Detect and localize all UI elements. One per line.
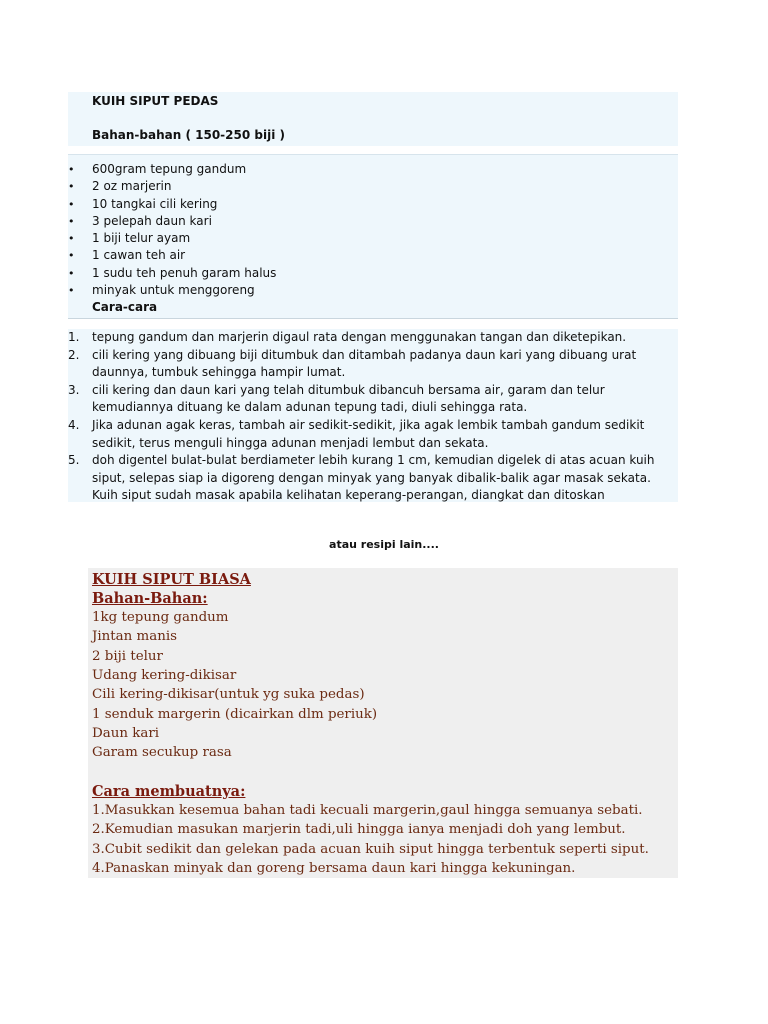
list-item: Cili kering-dikisar(untuk yg suka pedas): [92, 687, 365, 702]
list-item: 1.Masukkan kesemua bahan tadi kecuali margerin,gaul hingga semuanya sebati.: [92, 803, 643, 818]
step-number: 1.: [68, 330, 80, 344]
list-item: Daun kari: [92, 726, 160, 741]
recipe2-method-heading: Cara membuatnya:: [92, 783, 246, 800]
list-item: 1kg tepung gandum: [92, 610, 229, 625]
list-item: • 10 tangkai cili kering: [68, 196, 276, 213]
step-text: doh digentel bulat-bulat berdiameter lebih kurang 1 cm, kemudian digelek di atas acuan kuih siput, selepas siap ia digoreng dengan minyak yang banyak dibalik-balik agar masak sekata. Kuih siput sudah masak apabila kelihatan keperang-perangan, diangkat dan ditoskan: [92, 453, 655, 503]
step-text: cili kering yang dibuang biji ditumbuk dan ditambah padanya daun kari yang dibuang urat daunnya, tumbuk sehingga hampir lumat.: [92, 347, 637, 380]
step-number: 3.: [68, 382, 80, 397]
step-text: Jika adunan agak keras, tambah air sedikit-sedikit, jika agak lembik tambah gandum sedikit sedikit, terus menguli hingga adunan menjadi lembut dan sekata.: [92, 417, 645, 450]
step-number: 2.: [68, 347, 80, 362]
recipe1-method-heading: Cara-cara: [92, 300, 158, 314]
list-item: Udang kering-dikisar: [92, 668, 237, 683]
recipe2-title: KUIH SIPUT BIASA: [92, 571, 251, 588]
recipe1-step-list: [68, 329, 678, 505]
list-item: • 1 sudu teh penuh garam halus: [68, 265, 276, 282]
list-item: 4.Panaskan minyak dan goreng bersama daun kari hingga kekuningan.: [92, 861, 576, 876]
list-item: • 600gram tepung gandum: [68, 161, 276, 178]
step-number: 4.: [68, 417, 80, 432]
recipe1-ingredients-heading: Bahan-bahan ( 150-250 biji ): [92, 128, 285, 142]
list-item: Garam secukup rasa: [92, 745, 232, 760]
list-item: 1 senduk margerin (dicairkan dlm periuk): [92, 707, 378, 722]
recipe1-ingredient-list: [68, 161, 276, 299]
list-item: 2 biji telur: [92, 649, 163, 664]
list-item: Jintan manis: [92, 629, 177, 644]
list-item: [68, 417, 678, 452]
list-item: [68, 452, 678, 505]
list-item: [68, 329, 678, 347]
list-item: 3.Cubit sedikit dan gelekan pada acuan kuih siput hingga terbentuk seperti siput.: [92, 842, 649, 857]
list-item: • 1 cawan teh air: [68, 247, 276, 264]
step-text: cili kering dan daun kari yang telah ditumbuk dibancuh bersama air, garam dan telur kemudiannya dituang ke dalam adunan tepung tadi, diuli sehingga rata.: [92, 382, 605, 415]
list-item: • 2 oz marjerin: [68, 178, 276, 195]
list-item: 2.Kemudian masukan marjerin tadi,uli hingga ianya menjadi doh yang lembut.: [92, 822, 626, 837]
recipe2-ingredients-heading: Bahan-Bahan:: [92, 590, 208, 607]
recipe1-method-header-panel: [68, 298, 678, 319]
step-text: tepung gandum dan marjerin digaul rata dengan menggunakan tangan dan diketepikan.: [92, 330, 627, 344]
step-number: 5.: [68, 453, 80, 468]
list-item: • 3 pelepah daun kari: [68, 213, 276, 230]
separator-text: atau resipi lain....: [329, 538, 439, 551]
recipe1-title: KUIH SIPUT PEDAS: [92, 94, 219, 108]
list-item: [68, 382, 678, 417]
list-item: • minyak untuk menggoreng: [68, 282, 276, 299]
list-item: [68, 347, 678, 382]
list-item: • 1 biji telur ayam: [68, 230, 276, 247]
